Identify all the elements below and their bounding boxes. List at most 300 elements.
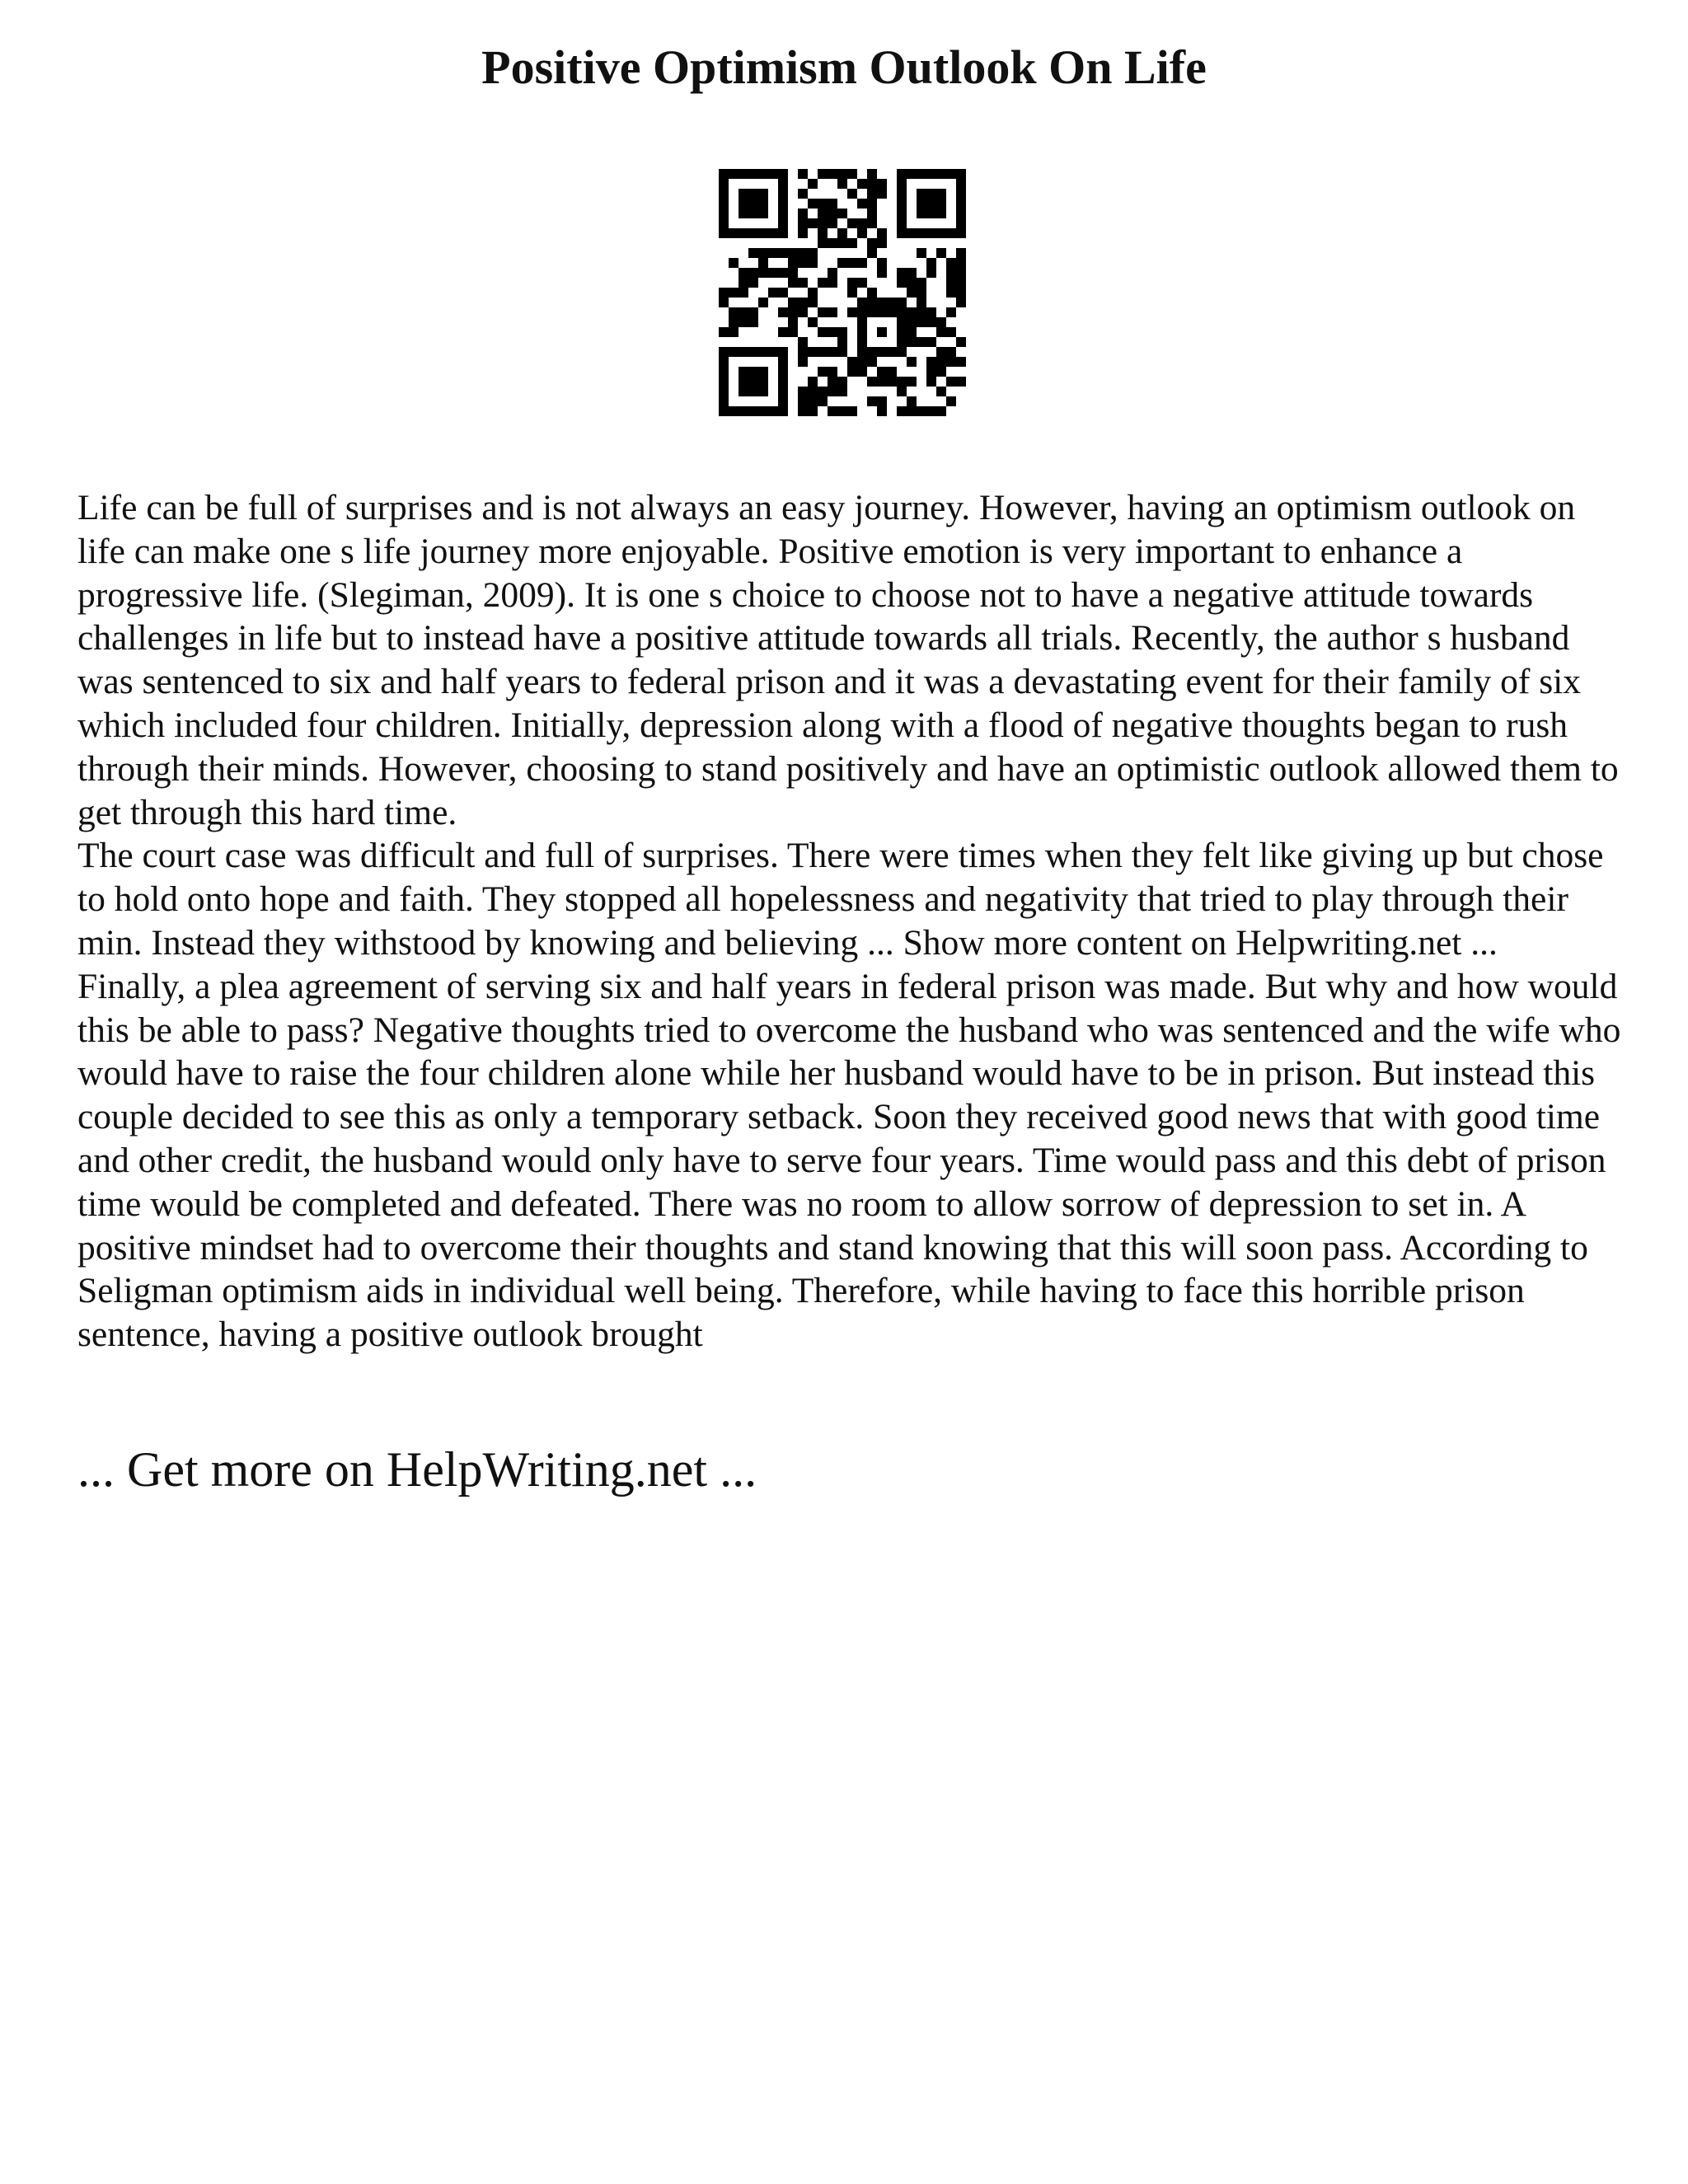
qr-module: [798, 337, 808, 347]
qr-module: [877, 228, 887, 238]
qr-module: [837, 327, 847, 337]
qr-module: [917, 307, 926, 317]
qr-module: [926, 209, 936, 218]
qr-module: [897, 317, 907, 327]
qr-module: [907, 406, 917, 416]
qr-module: [808, 406, 818, 416]
qr-module: [778, 406, 788, 416]
qr-module: [828, 238, 837, 248]
qr-module: [719, 228, 729, 238]
qr-module: [729, 406, 738, 416]
qr-module: [877, 327, 887, 337]
qr-module: [738, 288, 748, 298]
qr-module: [946, 268, 956, 278]
qr-module: [778, 199, 788, 209]
qr-module: [808, 199, 818, 209]
qr-module: [936, 387, 946, 396]
qr-module: [808, 377, 818, 387]
qr-module: [778, 248, 788, 258]
qr-module: [956, 218, 966, 228]
qr-module: [847, 218, 857, 228]
qr-module: [828, 218, 837, 228]
qr-module: [808, 396, 818, 406]
qr-module: [897, 218, 907, 228]
qr-module: [729, 317, 738, 327]
qr-module: [946, 228, 956, 238]
page-title: Positive Optimism Outlook On Life: [481, 40, 1207, 94]
qr-module: [956, 179, 966, 189]
qr-module: [907, 357, 917, 367]
qr-module: [907, 396, 917, 406]
qr-module: [719, 406, 729, 416]
qr-module: [897, 228, 907, 238]
qr-module: [738, 278, 748, 288]
qr-module: [758, 406, 768, 416]
qr-module: [897, 169, 907, 179]
qr-module: [837, 347, 847, 357]
qr-module: [857, 327, 867, 337]
qr-module: [897, 268, 907, 278]
qr-module: [946, 327, 956, 337]
qr-module: [877, 347, 887, 357]
qr-module: [738, 347, 748, 357]
qr-module: [748, 347, 758, 357]
qr-module: [926, 337, 936, 347]
qr-module: [946, 357, 956, 367]
qr-module: [956, 199, 966, 209]
qr-module: [867, 189, 877, 199]
qr-module: [867, 347, 877, 357]
qr-module: [837, 377, 847, 387]
qr-module: [828, 406, 837, 416]
qr-module: [867, 218, 877, 228]
qr-module: [847, 189, 857, 199]
qr-module: [837, 258, 847, 268]
qr-module: [798, 248, 808, 258]
qr-module: [857, 218, 867, 228]
qr-module: [946, 278, 956, 288]
qr-module: [877, 238, 887, 248]
qr-module: [956, 298, 966, 307]
qr-module: [748, 169, 758, 179]
qr-module: [818, 347, 828, 357]
qr-module: [847, 307, 857, 317]
qr-module: [768, 288, 778, 298]
qr-module: [926, 228, 936, 238]
qr-module: [738, 209, 748, 218]
qr-module: [857, 307, 867, 317]
qr-module: [719, 327, 729, 337]
qr-module: [778, 327, 788, 337]
qr-module: [818, 396, 828, 406]
qr-module: [956, 268, 966, 278]
qr-module: [778, 357, 788, 367]
qr-module: [926, 189, 936, 199]
qr-module: [748, 248, 758, 258]
qr-module: [857, 278, 867, 288]
qr-module: [758, 199, 768, 209]
qr-module: [808, 298, 818, 307]
qr-module: [798, 347, 808, 357]
qr-module: [897, 298, 907, 307]
qr-module: [719, 377, 729, 387]
qr-module: [778, 189, 788, 199]
qr-module: [897, 189, 907, 199]
qr-module: [818, 238, 828, 248]
qr-module: [887, 377, 897, 387]
qr-module: [847, 238, 857, 248]
qr-module: [828, 209, 837, 218]
qr-module: [758, 387, 768, 396]
qr-module: [729, 258, 738, 268]
qr-module: [857, 179, 867, 189]
qr-module: [768, 268, 778, 278]
qr-module: [729, 288, 738, 298]
qr-module: [867, 179, 877, 189]
qr-module: [867, 377, 877, 387]
qr-module: [738, 169, 748, 179]
qr-module: [867, 307, 877, 317]
qr-module: [867, 298, 877, 307]
qr-module: [798, 218, 808, 228]
qr-module: [738, 406, 748, 416]
qr-module: [907, 327, 917, 337]
qr-module: [907, 337, 917, 347]
qr-module: [847, 406, 857, 416]
qr-module: [917, 317, 926, 327]
qr-module: [719, 357, 729, 367]
qr-module: [837, 238, 847, 248]
get-more-link[interactable]: ... Get more on HelpWriting.net ...: [77, 1442, 757, 1497]
qr-module: [907, 169, 917, 179]
qr-module: [719, 199, 729, 209]
qr-module: [847, 367, 857, 377]
qr-module: [857, 357, 867, 367]
qr-module: [956, 209, 966, 218]
qr-module: [738, 367, 748, 377]
qr-module: [798, 357, 808, 367]
qr-module: [748, 268, 758, 278]
qr-module: [956, 337, 966, 347]
qr-module: [729, 228, 738, 238]
qr-code-icon: [719, 169, 966, 416]
qr-module: [748, 367, 758, 377]
qr-module: [729, 169, 738, 179]
qr-module: [748, 209, 758, 218]
qr-module: [956, 377, 966, 387]
qr-module: [768, 406, 778, 416]
qr-module: [946, 396, 956, 406]
qr-module: [936, 228, 946, 238]
qr-module: [847, 357, 857, 367]
qr-module: [828, 377, 837, 387]
qr-module: [877, 396, 887, 406]
qr-module: [917, 169, 926, 179]
qr-module: [719, 218, 729, 228]
qr-module: [798, 228, 808, 238]
qr-module: [897, 377, 907, 387]
qr-module: [719, 298, 729, 307]
qr-module: [758, 298, 768, 307]
qr-module: [857, 367, 867, 377]
qr-module: [738, 387, 748, 396]
qr-module: [877, 189, 887, 199]
paragraph-1: Life can be full of surprises and is not always an easy journey. However, having an optimism outlook on life can make one s life journey more enjoyable. Positive emotion is very important to enhance a progressive life. (Slegiman, 2009). It is one s choice to choose not to have a negative attitude towards challenges in life but to instead have a positive attitude towards all trials. Recently, the author s husband was sentenced to six and half years to federal prison and it was a devastating event for their family of six which included four children. Initially, depression along with a flood of negative thoughts began to rush through their minds. However, choosing to stand positively and have an optimistic outlook allowed them to get through this hard time.: [77, 488, 1619, 832]
qr-module: [818, 218, 828, 228]
qr-module: [729, 347, 738, 357]
qr-module: [748, 317, 758, 327]
qr-module: [719, 367, 729, 377]
qr-module: [778, 218, 788, 228]
qr-module: [778, 179, 788, 189]
qr-module: [887, 367, 897, 377]
qr-module: [798, 258, 808, 268]
qr-module: [917, 248, 926, 258]
qr-module: [808, 317, 818, 327]
qr-module: [897, 199, 907, 209]
qr-module: [788, 307, 798, 317]
qr-module: [897, 337, 907, 347]
qr-module: [956, 189, 966, 199]
qr-module: [828, 278, 837, 288]
qr-module: [778, 367, 788, 377]
qr-module: [946, 288, 956, 298]
qr-module: [847, 169, 857, 179]
qr-module: [936, 169, 946, 179]
qr-module: [837, 387, 847, 396]
qr-module: [818, 169, 828, 179]
qr-module: [719, 347, 729, 357]
qr-module: [828, 268, 837, 278]
qr-module: [897, 347, 907, 357]
qr-module: [877, 377, 887, 387]
qr-module: [738, 307, 748, 317]
qr-module: [857, 298, 867, 307]
qr-module: [917, 189, 926, 199]
qr-module: [877, 406, 887, 416]
qr-module: [788, 327, 798, 337]
qr-module: [946, 169, 956, 179]
qr-module: [738, 377, 748, 387]
qr-module: [818, 199, 828, 209]
qr-module: [956, 248, 966, 258]
qr-module: [818, 209, 828, 218]
qr-module: [956, 278, 966, 288]
qr-module: [719, 169, 729, 179]
qr-module: [768, 248, 778, 258]
qr-module: [818, 367, 828, 377]
qr-module: [768, 228, 778, 238]
qr-module: [857, 258, 867, 268]
qr-module: [897, 179, 907, 189]
qr-module: [837, 179, 847, 189]
qr-module: [867, 238, 877, 248]
qr-module: [907, 268, 917, 278]
qr-module: [867, 209, 877, 218]
qr-module: [738, 228, 748, 238]
qr-module: [946, 258, 956, 268]
qr-module: [768, 347, 778, 357]
qr-module: [758, 228, 768, 238]
qr-module: [828, 199, 837, 209]
qr-module: [926, 169, 936, 179]
qr-module: [788, 268, 798, 278]
qr-module: [828, 387, 837, 396]
qr-module: [936, 327, 946, 337]
qr-module: [818, 327, 828, 337]
qr-module: [788, 258, 798, 268]
qr-module: [798, 209, 808, 218]
qr-module: [808, 288, 818, 298]
qr-module: [788, 278, 798, 288]
qr-module: [907, 307, 917, 317]
qr-module: [877, 179, 887, 189]
qr-module: [828, 347, 837, 357]
qr-module: [946, 307, 956, 317]
qr-module: [936, 248, 946, 258]
qr-module: [907, 288, 917, 298]
qr-module: [778, 307, 788, 317]
qr-module: [758, 367, 768, 377]
qr-module: [748, 199, 758, 209]
qr-module: [857, 347, 867, 357]
qr-module: [917, 278, 926, 288]
qr-module: [956, 258, 966, 268]
qr-module: [926, 367, 936, 377]
qr-module: [808, 218, 818, 228]
qr-module: [917, 406, 926, 416]
qr-module: [758, 268, 768, 278]
qr-module: [956, 228, 966, 238]
qr-module: [926, 258, 936, 268]
qr-module: [778, 228, 788, 238]
qr-module: [808, 347, 818, 357]
qr-module: [719, 387, 729, 396]
qr-module: [907, 317, 917, 327]
qr-module: [798, 189, 808, 199]
qr-module: [837, 406, 847, 416]
qr-module: [808, 387, 818, 396]
qr-module: [828, 327, 837, 337]
qr-module: [778, 377, 788, 387]
qr-module: [936, 406, 946, 416]
qr-module: [798, 406, 808, 416]
qr-module: [917, 337, 926, 347]
qr-module: [778, 396, 788, 406]
qr-module: [748, 406, 758, 416]
qr-module: [719, 209, 729, 218]
qr-module: [837, 209, 847, 218]
qr-module: [926, 307, 936, 317]
qr-module: [758, 248, 768, 258]
qr-module: [917, 288, 926, 298]
qr-module: [936, 317, 946, 327]
qr-module: [738, 189, 748, 199]
qr-module: [877, 298, 887, 307]
qr-module: [877, 307, 887, 317]
qr-module: [837, 337, 847, 347]
qr-module: [778, 288, 788, 298]
qr-module: [917, 209, 926, 218]
qr-module: [748, 307, 758, 317]
qr-module: [917, 228, 926, 238]
qr-module: [877, 367, 887, 377]
qr-module: [847, 288, 857, 298]
paragraph-2: The court case was difficult and full of surprises. There were times when they felt like giving up but chose to hold onto hope and faith. They stopped all hopelessness and negativity that tried to play through their min. Instead they withstood by knowing and believing ... Show more content on Helpwriting.net ...: [77, 836, 1604, 963]
qr-module: [758, 169, 768, 179]
qr-module: [778, 387, 788, 396]
qr-module: [877, 268, 887, 278]
qr-module: [808, 248, 818, 258]
qr-module: [798, 298, 808, 307]
qr-module: [926, 377, 936, 387]
qr-module: [956, 288, 966, 298]
qr-module: [798, 307, 808, 317]
qr-module: [748, 377, 758, 387]
qr-module: [818, 228, 828, 238]
qr-module: [738, 268, 748, 278]
qr-module: [748, 189, 758, 199]
qr-module: [926, 268, 936, 278]
qr-module: [798, 396, 808, 406]
qr-module: [778, 169, 788, 179]
qr-module: [837, 169, 847, 179]
qr-module: [758, 189, 768, 199]
qr-module: [907, 377, 917, 387]
qr-module: [719, 189, 729, 199]
qr-module: [738, 199, 748, 209]
qr-module: [837, 228, 847, 238]
qr-module: [738, 317, 748, 327]
qr-module: [758, 209, 768, 218]
qr-module: [867, 357, 877, 367]
qr-module: [897, 406, 907, 416]
qr-module: [818, 387, 828, 396]
qr-module: [897, 278, 907, 288]
qr-module: [818, 307, 828, 317]
qr-module: [926, 357, 936, 367]
qr-module: [729, 327, 738, 337]
qr-module: [828, 307, 837, 317]
qr-module: [907, 278, 917, 288]
qr-module: [946, 377, 956, 387]
qr-module: [877, 258, 887, 268]
qr-module: [857, 228, 867, 238]
qr-module: [926, 199, 936, 209]
qr-module: [936, 189, 946, 199]
qr-module: [719, 179, 729, 189]
qr-module: [719, 396, 729, 406]
qr-module: [758, 347, 768, 357]
qr-module: [917, 199, 926, 209]
qr-module: [857, 317, 867, 327]
qr-module: [936, 209, 946, 218]
qr-module: [887, 347, 897, 357]
qr-module: [897, 307, 907, 317]
qr-module: [867, 169, 877, 179]
qr-module: [926, 406, 936, 416]
qr-module: [719, 288, 729, 298]
qr-module: [798, 169, 808, 179]
qr-module: [857, 199, 867, 209]
qr-module: [758, 377, 768, 387]
qr-module: [828, 169, 837, 179]
qr-module: [808, 258, 818, 268]
article-body: [77, 486, 1627, 1357]
qr-module: [847, 258, 857, 268]
qr-module: [936, 347, 946, 357]
qr-module: [729, 307, 738, 317]
